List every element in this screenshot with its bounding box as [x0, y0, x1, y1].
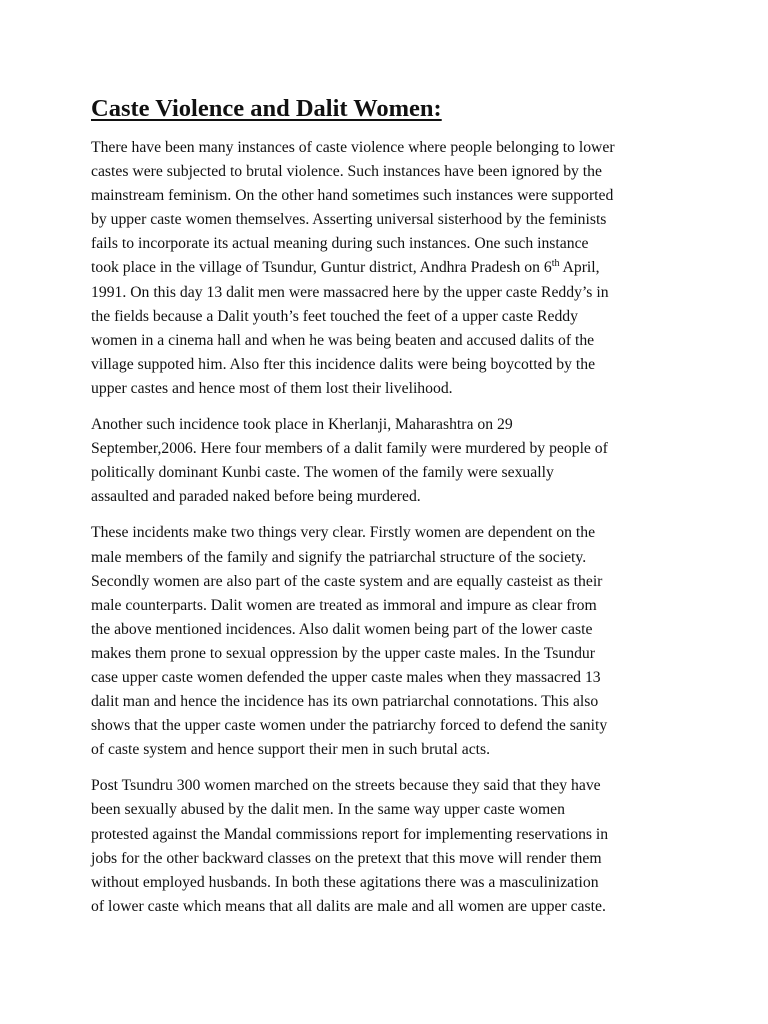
text-line: castes were subjected to brutal violence. Such instances have been ignored by the	[91, 163, 602, 181]
text-line: by upper caste women themselves. Asserting universal sisterhood by the feminists	[91, 211, 607, 229]
paragraph-analysis	[91, 521, 691, 762]
text-line: male counterparts. Dalit women are treated as immoral and impure as clear from	[91, 596, 597, 614]
text-line: There have been many instances of caste violence where people belonging to lower	[91, 139, 615, 156]
text-line: shows that the upper caste women under the patriarchy forced to defend the sanity	[91, 717, 608, 735]
ordinal-suffix: th	[551, 258, 560, 270]
text-line: assaulted and paraded naked before being murdered.	[91, 488, 421, 506]
text-line: the above mentioned incidences. Also dalit women being part of the lower caste	[91, 620, 593, 638]
text-line: Post Tsundru 300 women marched on the streets because they said that they have	[91, 777, 601, 795]
text-line: village suppoted him. Also fter this incidence dalits were being boycotted by the	[91, 355, 596, 373]
text-line: the fields because a Dalit youth’s feet touched the feet of a upper caste Reddy	[91, 307, 578, 325]
text-line: protested against the Mandal commissions report for implementing reservations in	[91, 825, 609, 843]
paragraph-post-tsundru	[91, 774, 691, 919]
text-line: 1991. On this day 13 dalit men were massacred here by the upper caste Reddy’s in	[91, 283, 609, 301]
text-line: of caste system and hence support their men in such brutal acts.	[91, 741, 491, 759]
text-line: case upper caste women defended the upper caste males when they massacred 13	[91, 668, 601, 686]
document-title: Caste Violence and Dalit Women:	[91, 95, 442, 122]
text-line: fails to incorporate its actual meaning during such instances. One such instance	[91, 235, 589, 253]
text-line: jobs for the other backward classes on the pretext that this move will render them	[91, 849, 602, 867]
text-line: Secondly women are also part of the caste system and are equally casteist as their	[91, 572, 603, 590]
text-line: women in a cinema hall and when he was being beaten and accused dalits of the	[91, 331, 595, 349]
text-line-part: April,	[559, 259, 600, 277]
document-body	[91, 93, 691, 931]
text-line: dalit man and hence the incidence has its own patriarchal connotations. This also	[91, 693, 599, 711]
text-line: upper castes and hence most of them lost their livelihood.	[91, 379, 453, 397]
text-line	[91, 256, 691, 280]
paragraph-kherlanji	[91, 413, 691, 509]
paragraph-tsundur	[91, 136, 691, 401]
text-line: politically dominant Kunbi caste. The women of the family were sexually	[91, 464, 554, 482]
text-line: Another such incidence took place in Kherlanji, Maharashtra on 29	[91, 416, 513, 434]
text-line: been sexually abused by the dalit men. In the same way upper caste women	[91, 801, 565, 819]
text-line: September,2006. Here four members of a dalit family were murdered by people of	[91, 440, 608, 458]
text-line: These incidents make two things very clear. Firstly women are dependent on the	[91, 524, 596, 542]
text-line: male members of the family and signify the patriarchal structure of the society.	[91, 548, 587, 566]
text-line: mainstream feminism. On the other hand sometimes such instances were supported	[91, 187, 614, 205]
text-line: of lower caste which means that all dalits are male and all women are upper caste.	[91, 897, 606, 915]
text-line: without employed husbands. In both these agitations there was a masculinization	[91, 873, 599, 891]
text-line-part: took place in the village of Tsundur, Guntur district, Andhra Pradesh on 6	[91, 259, 552, 277]
text-line: makes them prone to sexual oppression by the upper caste males. In the Tsundur	[91, 644, 595, 662]
